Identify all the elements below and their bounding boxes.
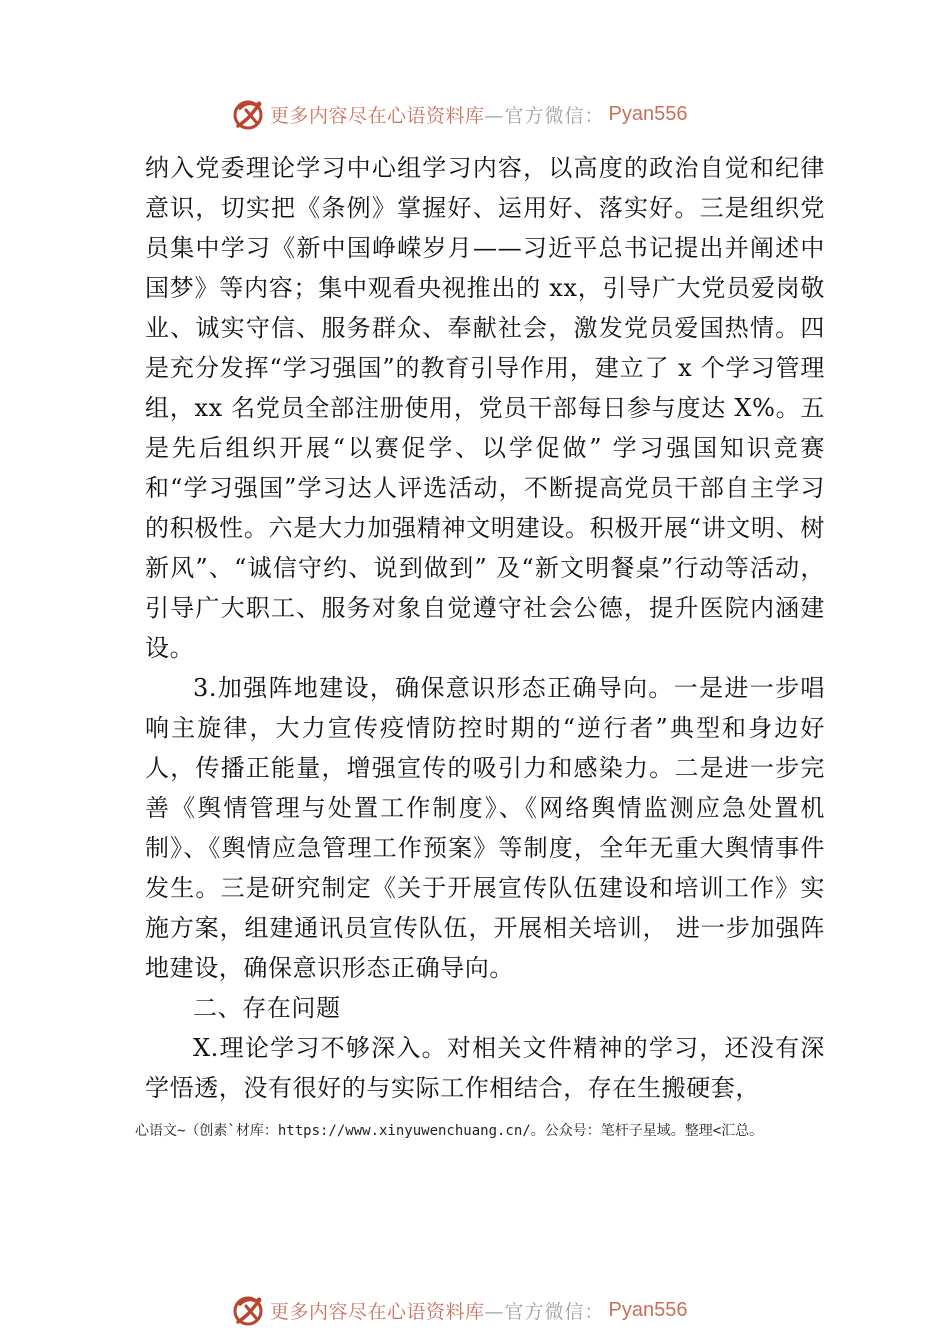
banner-title: 更多内容尽在心语资料库 — [270, 1300, 485, 1323]
header-banner-content — [232, 92, 688, 136]
footer-banner — [0, 1288, 950, 1332]
banner-subtitle: —官方微信： — [484, 104, 605, 127]
section-heading: 二、存在问题 — [193, 994, 341, 1022]
header-banner — [0, 92, 950, 136]
banner-wechat-id: Pyan556 — [608, 102, 688, 125]
footer-banner-content — [232, 1288, 688, 1332]
document-body — [145, 148, 825, 1108]
seal-logo-icon — [232, 96, 266, 132]
banner-wechat-id: Pyan556 — [608, 1298, 688, 1321]
source-footnote: 心语文~（创素`材库：https://www.xinyuwenchuang.cn/。公众号：笔杆子星域。整理<汇总。 — [135, 1123, 764, 1139]
body-paragraph-2: 3.加强阵地建设，确保意识形态正确导向。一是进一步唱响主旋律，大力宣传疫情防控时期的“逆行者”典型和身边好人，传播正能量，增强宣传的吸引力和感染力。二是进一步完善《舆情管理与处置工作制度》、《网络舆情监测应急处置机制》、《舆情应急管理工作预案》等制度，全年无重大舆情事件发生。三是研究制定《关于开展宣传队伍建设和培训工作》实施方案，组建通讯员宣传队伍，开展相关培训， 进一步加强阵地建设，确保意识形态正确导向。 — [145, 674, 825, 982]
body-paragraph-3: X.理论学习不够深入。对相关文件精神的学习，还没有深学悟透，没有很好的与实际工作相结合，存在生搬硬套， — [145, 1034, 825, 1102]
body-paragraph-1: 纳入党委理论学习中心组学习内容，以高度的政治自觉和纪律意识，切实把《条例》掌握好、运用好、落实好。三是组织党员集中学习《新中国峥嵘岁月——习近平总书记提出并阐述中国梦》等内容；集中观看央视推出的 xx，引导广大党员爱岗敬业、诚实守信、服务群众、奉献社会，激发党员爱国热情。四是充分发挥“学习强国”的教育引导作用，建立了 x 个学习管理组，xx 名党员全部注册使用，党员干部每日参与度达 X%。五是先后组织开展“以赛促学、以学促做” 学习强国知识竞赛和“学习强国”学习达人评选活动，不断提高党员干部自主学习的积极性。六是大力加强精神文明建设。积极开展“讲文明、树新风”、“诚信守约、说到做到” 及“新文明餐桌”行动等活动，引导广大职工、服务对象自觉遵守社会公德，提升医院内涵建设。 — [145, 154, 825, 662]
seal-logo-icon — [232, 1292, 266, 1328]
banner-title: 更多内容尽在心语资料库 — [270, 104, 485, 127]
banner-subtitle: —官方微信： — [484, 1300, 605, 1323]
